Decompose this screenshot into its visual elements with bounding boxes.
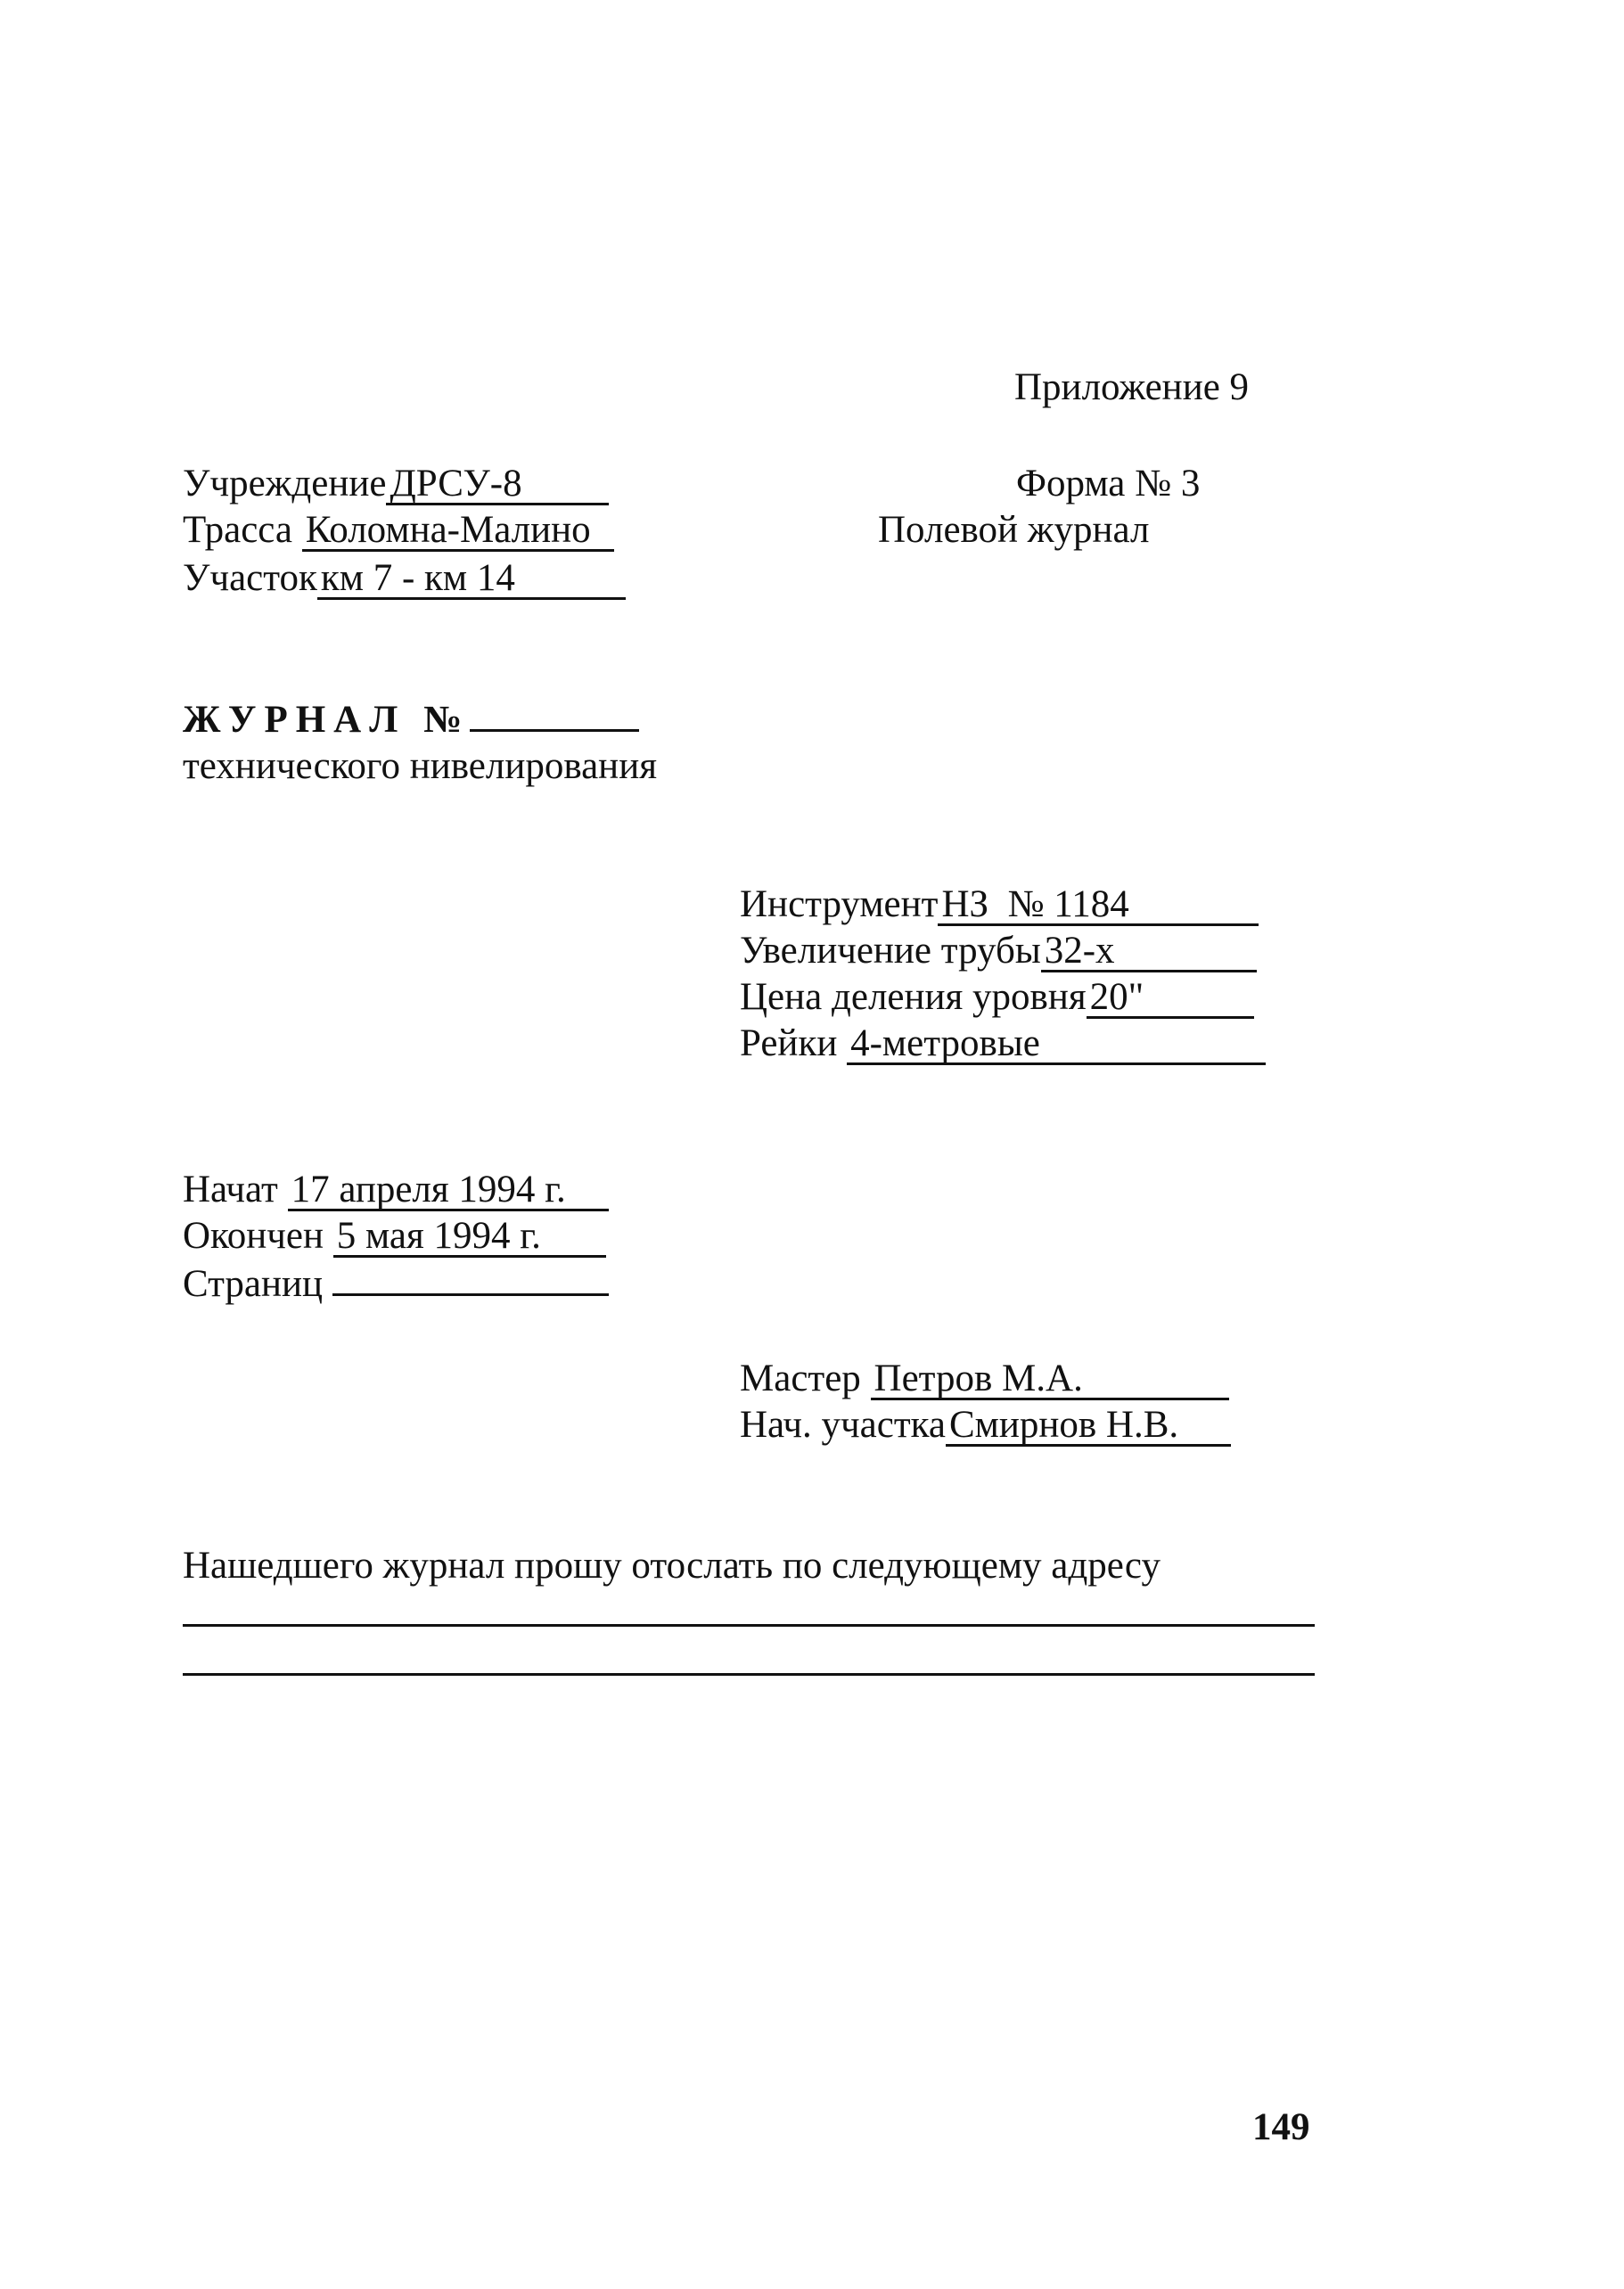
master-field: Петров М.А. (871, 1360, 1229, 1400)
pages-label: Страниц (183, 1263, 324, 1305)
appendix-label: Приложение 9 (1014, 366, 1250, 408)
pages-field (332, 1293, 609, 1296)
magnification-line (740, 929, 1257, 973)
rods-field: 4-метровые (847, 1025, 1266, 1065)
started-line (183, 1168, 609, 1212)
journal-subtitle: технического нивелирования (183, 745, 657, 787)
level-label: Цена деления уровня (740, 976, 1087, 1018)
journal-title: ЖУРНАЛ № (183, 699, 471, 741)
chief-label: Нач. участка (740, 1404, 946, 1446)
master-line (740, 1357, 1229, 1401)
address-line-2 (183, 1673, 1315, 1676)
section-label: Участок (183, 557, 317, 599)
journal-number-field (470, 729, 639, 732)
page-number: 149 (1252, 2106, 1310, 2148)
institution-line (183, 462, 609, 506)
started-label: Начат (183, 1169, 278, 1210)
magnification-field: 32-х (1041, 932, 1257, 972)
chief-line (740, 1403, 1231, 1448)
section-field: км 7 - км 14 (317, 560, 626, 600)
rods-line (740, 1021, 1266, 1066)
instrument-line (740, 882, 1259, 927)
level-line (740, 975, 1254, 1020)
magnification-label: Увеличение трубы (740, 930, 1041, 972)
route-label: Трасса (183, 509, 292, 551)
finished-field: 5 мая 1994 г. (333, 1218, 606, 1258)
instrument-label: Инструмент (740, 883, 939, 925)
form-number: Форма № 3 (1016, 463, 1201, 505)
chief-field: Смирнов Н.В. (946, 1407, 1231, 1447)
institution-label: Учреждение (183, 463, 387, 505)
route-line (183, 508, 614, 553)
address-line-1 (183, 1624, 1315, 1627)
route-field: Коломна-Малино (302, 512, 614, 552)
finished-label: Окончен (183, 1215, 324, 1257)
pages-line (183, 1262, 609, 1307)
section-line (183, 556, 626, 601)
institution-field: ДРСУ-8 (386, 465, 609, 505)
level-field: 20" (1087, 979, 1254, 1019)
finished-line (183, 1214, 606, 1259)
return-note: Нашедшего журнал прошу отослать по следующему адресу (183, 1545, 1161, 1587)
instrument-field: НЗ № 1184 (938, 886, 1259, 926)
master-label: Мастер (740, 1358, 861, 1399)
form-type: Полевой журнал (878, 509, 1150, 551)
started-field: 17 апреля 1994 г. (288, 1171, 609, 1211)
journal-title-line (183, 698, 639, 742)
rods-label: Рейки (740, 1022, 838, 1064)
